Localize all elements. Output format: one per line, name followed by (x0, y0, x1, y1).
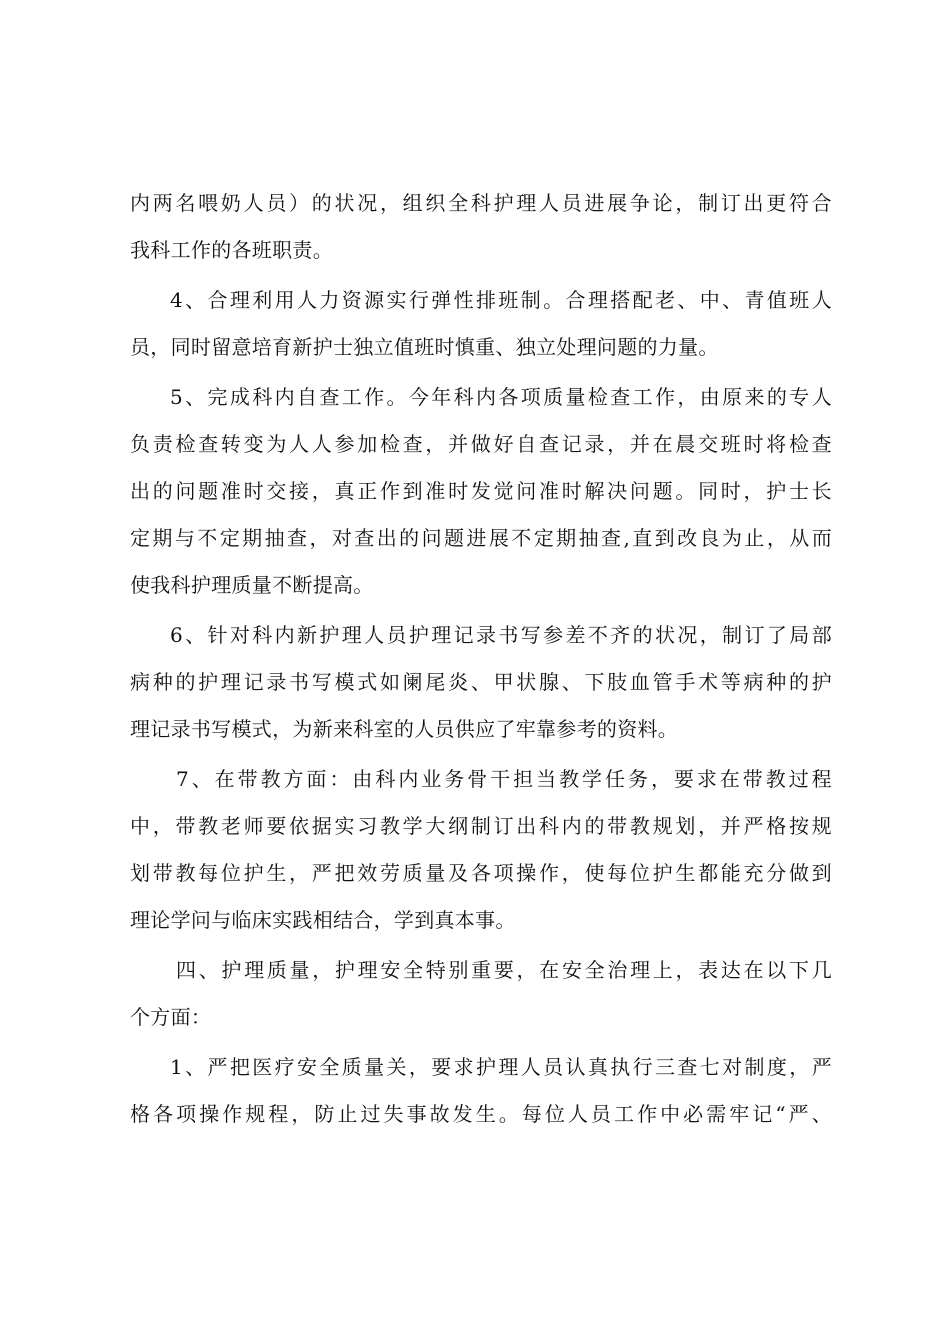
text-line: 负责检查转变为人人参加检查，并做好自查记录，并在晨交班时将检查 (130, 432, 832, 456)
text-line: 4、合理利用人力资源实行弹性排班制。合理搭配老、中、青值班人 (170, 288, 832, 312)
text-line: 1、严把医疗安全质量关，要求护理人员认真执行三查七对制度，严 (170, 1055, 832, 1079)
text-line: 划带教每位护生，严把效劳质量及各项操作，使每位护生都能充分做到 (130, 861, 832, 885)
text-line: 格各项操作规程，防止过失事故发生。每位人员工作中必需牢记“严、 (130, 1102, 832, 1126)
text-line: 四、护理质量，护理安全特别重要，在安全治理上，表达在以下几 (176, 958, 832, 982)
text-line: 中，带教老师要依据实习教学大纲制订出科内的带教规划，并严格按规 (130, 814, 832, 838)
text-line: 定期与不定期抽查，对查出的问题进展不定期抽查,直到改良为止，从而 (130, 526, 832, 550)
body-text (130, 180, 832, 1138)
text-line: 员，同时留意培育新护士独立值班时慎重、独立处理问题的力量。 (130, 335, 719, 359)
text-line: 我科工作的各班职责。 (130, 238, 333, 262)
text-line: 病种的护理记录书写模式如阑尾炎、甲状腺、下肢血管手术等病种的护 (130, 670, 832, 694)
text-line: 理论学问与临床实践相结合，学到真本事。 (130, 908, 516, 932)
text-line: 6、针对科内新护理人员护理记录书写参差不齐的状况，制订了局部 (170, 623, 832, 647)
text-line: 5、完成科内自查工作。今年科内各项质量检查工作，由原来的专人 (170, 385, 832, 409)
text-line: 个方面： (130, 1005, 212, 1029)
text-line: 出的问题准时交接，真正作到准时发觉问准时解决问题。同时，护士长 (130, 479, 832, 503)
text-line: 使我科护理质量不断提高。 (130, 573, 374, 597)
text-line: 理记录书写模式，为新来科室的人员供应了牢靠参考的资料。 (130, 717, 679, 741)
text-line: 内两名喂奶人员）的状况，组织全科护理人员进展争论，制订出更符合 (130, 191, 832, 215)
text-line: 7、在带教方面：由科内业务骨干担当教学任务，要求在带教过程 (176, 767, 832, 791)
